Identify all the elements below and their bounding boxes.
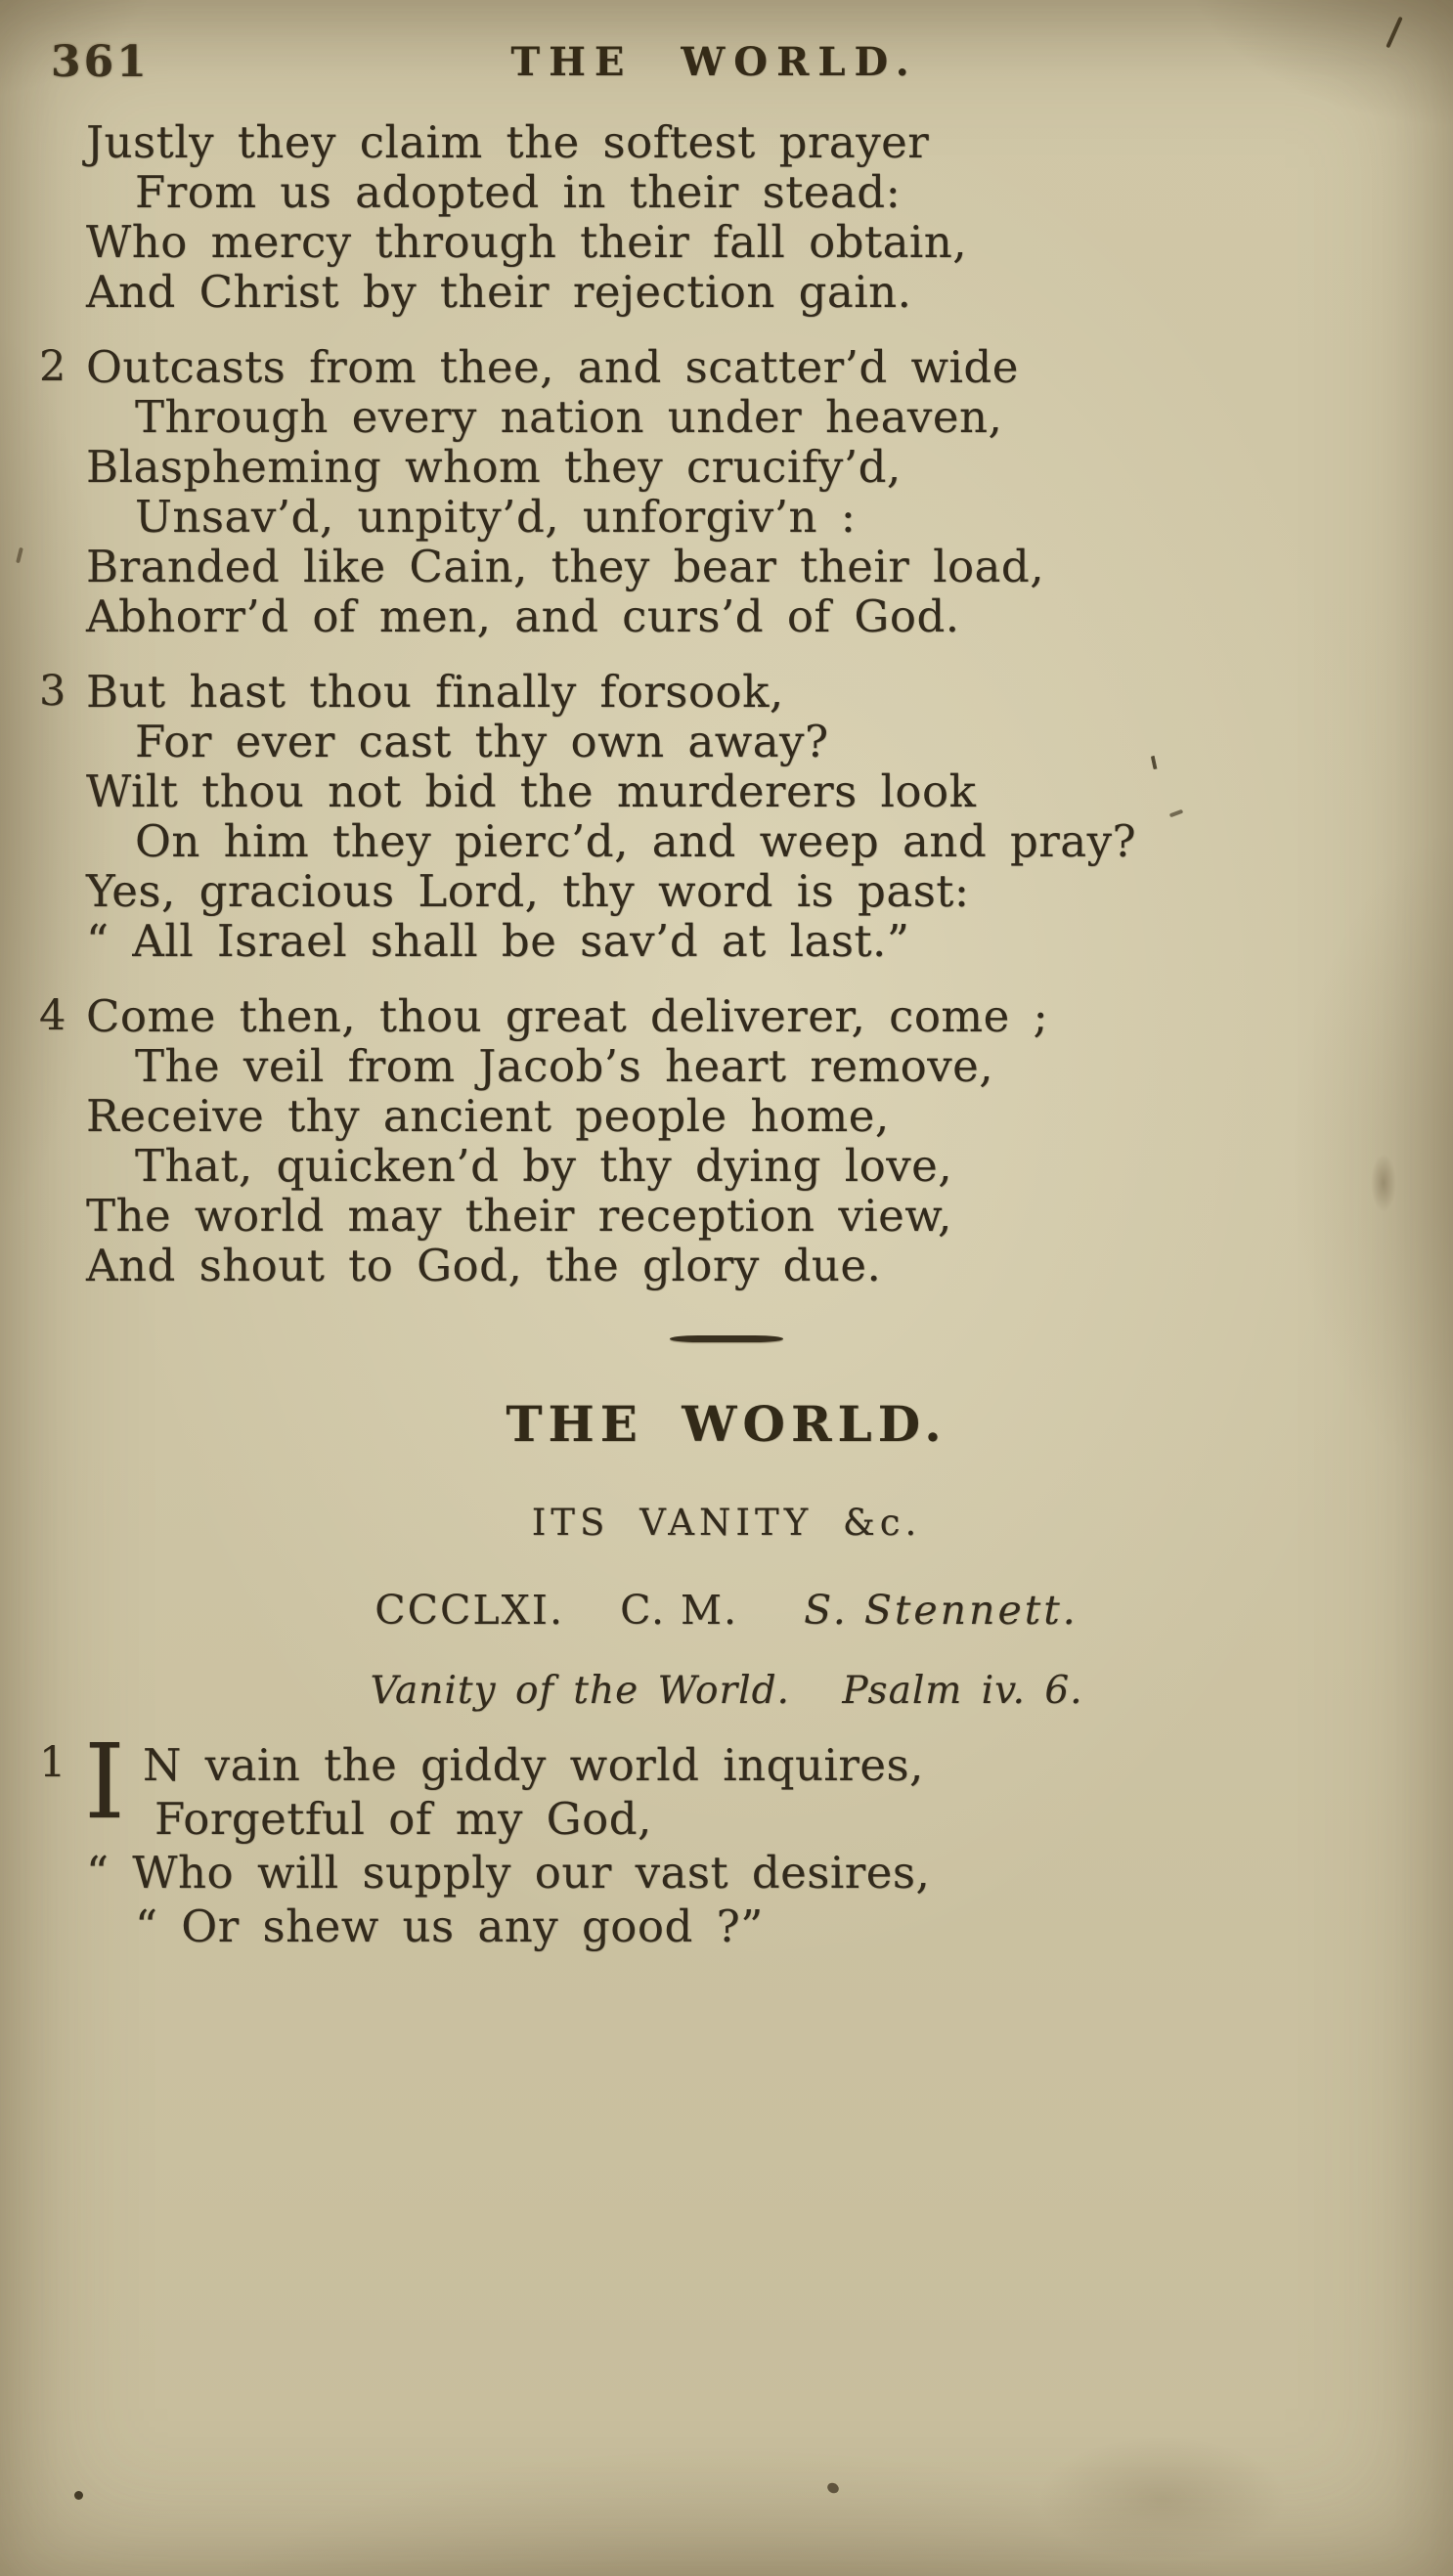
verse-number: 1 (39, 1738, 66, 1787)
hymn-line: Unsav’d, unpity’d, unforgiv’n : (135, 491, 857, 543)
hymn-subtitle (0, 1669, 1453, 1713)
hymn-line: But hast thou finally forsook, (86, 666, 784, 718)
hymn-number: CCCLXI. (374, 1587, 565, 1634)
stanza-lines (86, 991, 1390, 1290)
hymn-line: Come then, thou great deliverer, come ; (86, 990, 1049, 1042)
hymn-line: Yes, gracious Lord, thy word is past: (86, 865, 970, 917)
hymn-line: Blaspheming whom they crucify’d, (86, 441, 902, 493)
hymn-continuation (39, 117, 1390, 1290)
ink-mark (74, 2491, 83, 2500)
hymn-stanza (39, 991, 1390, 1290)
hymn-line: And Christ by their rejection gain. (86, 266, 912, 318)
section-divider-rule (670, 1335, 783, 1342)
hymn-heading (0, 1587, 1453, 1634)
hymn-line: The world may their reception view, (86, 1190, 952, 1242)
hymn-line: Abhorr’d of men, and curs’d of God. (86, 590, 960, 642)
hymn-line: Branded like Cain, they bear their load, (86, 541, 1044, 592)
hymn-361 (39, 1722, 1390, 1953)
section-subtitle: ITS VANITY &c. (531, 1502, 922, 1544)
hymn-line: Through every nation under heaven, (135, 391, 1003, 443)
hymn-line: From us adopted in their stead: (135, 166, 902, 218)
stanza-lines (86, 117, 1390, 317)
verse-number: 4 (39, 991, 66, 1040)
hymn-stanza (39, 342, 1390, 641)
stanza-lines (86, 667, 1390, 966)
hymn-line: “ All Israel shall be sav’d at last.” (86, 915, 910, 967)
hymn-stanza (39, 1722, 1390, 1953)
verse-number: 2 (39, 342, 66, 391)
hymn-line: Justly they claim the softest prayer (86, 116, 930, 168)
hymn-line: Receive thy ancient people home, (86, 1090, 890, 1142)
stanza-lines (84, 1722, 1390, 1953)
hymn-line: Forgetful of my God, (154, 1793, 652, 1845)
hymn-line: Wilt thou not bid the murderers look (86, 765, 977, 817)
hymn-line: The veil from Jacob’s heart remove, (135, 1040, 994, 1092)
hymn-line: Who mercy through their fall obtain, (86, 216, 968, 268)
ink-mark (825, 2481, 840, 2496)
hymn-author: S. Stennett. (804, 1587, 1079, 1634)
drop-cap: I (84, 1722, 125, 1842)
hymn-line: That, quicken’d by thy dying love, (135, 1140, 953, 1192)
verse-number: 3 (39, 667, 66, 716)
hymn-stanza (39, 117, 1390, 317)
page-header (0, 0, 1453, 92)
hymn-meter: C. M. (620, 1587, 739, 1634)
verse-number (39, 117, 86, 317)
hymn-stanza (39, 667, 1390, 966)
hymn-line: On him they pierc’d, and weep and pray? (135, 815, 1137, 867)
hymn-line: And shout to God, the glory due. (86, 1240, 882, 1291)
running-title: THE WORLD. (510, 39, 918, 85)
hymn-scripture: Psalm iv. 6. (842, 1669, 1083, 1713)
hymn-line: “ Who will supply our vast desires, (86, 1847, 931, 1899)
hymn-line: N vain the giddy world inquires, (143, 1739, 924, 1791)
hymn-line: For ever cast thy own away? (135, 716, 829, 767)
page-number: 361 (51, 37, 150, 87)
hymn-line: Outcasts from thee, and scatter’d wide (86, 341, 1019, 393)
stanza-lines (86, 342, 1390, 641)
section-title: THE WORLD. (506, 1395, 947, 1453)
ink-mark (16, 547, 23, 563)
hymn-theme: Vanity of the World. (370, 1669, 790, 1713)
hymn-line: “ Or shew us any good ?” (135, 1900, 764, 1952)
